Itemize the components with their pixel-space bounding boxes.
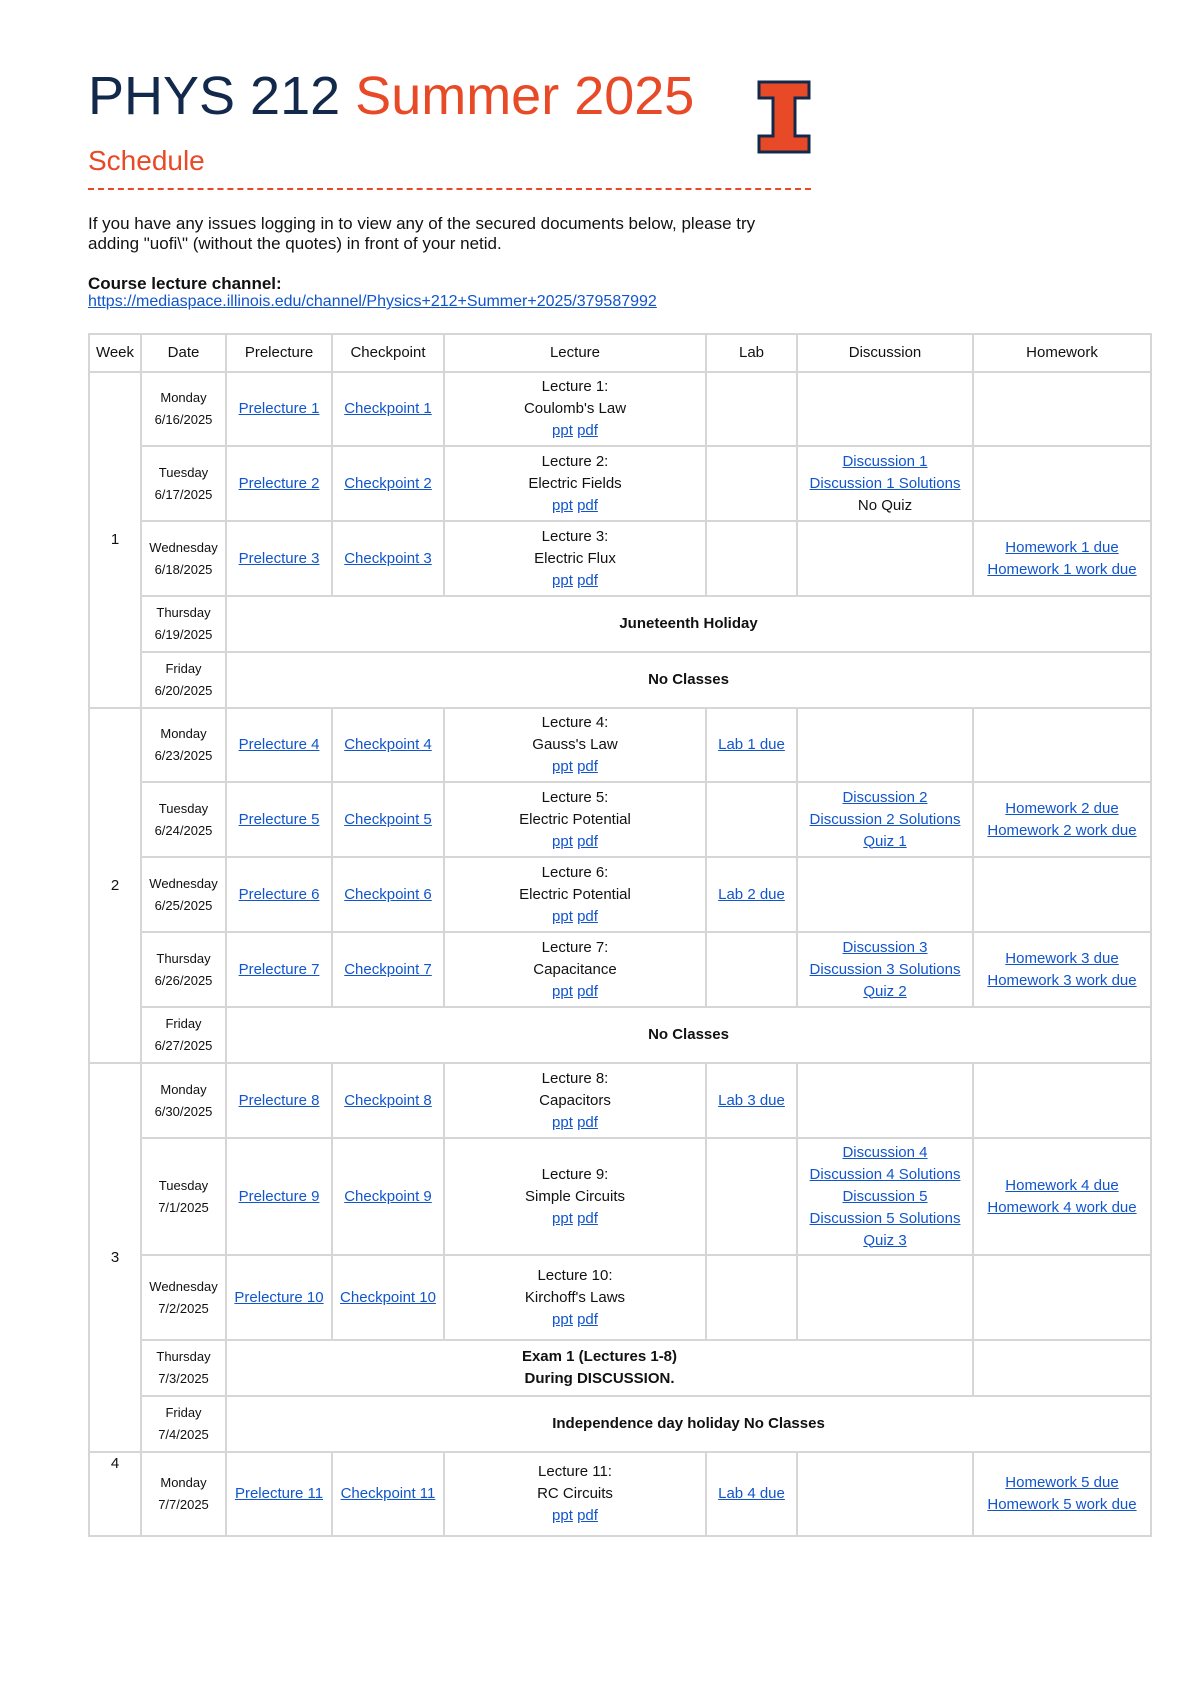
lecture-pdf-link[interactable]: pdf <box>577 832 598 850</box>
lecture-topic: Electric Potential <box>519 810 631 828</box>
day-name: Friday <box>165 661 202 676</box>
week-number: 4 <box>110 1455 120 1472</box>
lecture-topic: Capacitors <box>539 1091 611 1109</box>
date-cell <box>141 1396 226 1452</box>
checkpoint-link[interactable]: Checkpoint 8 <box>344 1091 432 1109</box>
lecture-ppt-link[interactable]: ppt <box>552 758 573 775</box>
checkpoint-link[interactable]: Checkpoint 11 <box>340 1485 436 1502</box>
table-row <box>89 1007 1151 1063</box>
day-name: Thursday <box>156 950 211 966</box>
lecture-cell <box>444 708 706 782</box>
homework-link[interactable]: Homework 4 work due <box>987 1198 1137 1216</box>
homework-cell <box>973 1138 1151 1255</box>
day-name: Friday <box>165 1405 202 1420</box>
lab-link[interactable]: Lab 2 due <box>718 885 785 903</box>
week-number: 2 <box>110 876 120 894</box>
homework-link[interactable]: Homework 2 work due <box>987 821 1137 839</box>
date-value: 7/3/2025 <box>158 1371 209 1386</box>
discussion-link[interactable]: Discussion 1 Solutions <box>809 474 961 492</box>
discussion-link[interactable]: Discussion 3 Solutions <box>809 960 961 978</box>
table-row <box>89 932 1151 1007</box>
lecture-topic: Kirchoff's Laws <box>524 1288 626 1306</box>
discussion-cell <box>797 708 973 782</box>
checkpoint-link[interactable]: Checkpoint 9 <box>344 1187 432 1205</box>
date-cell <box>141 1063 226 1138</box>
date-value: 7/2/2025 <box>158 1300 209 1316</box>
discussion-link[interactable]: Discussion 5 Solutions <box>809 1209 961 1227</box>
discussion-link[interactable]: Quiz 1 <box>863 832 907 850</box>
homework-link[interactable]: Homework 1 work due <box>987 560 1137 578</box>
notice-cell <box>226 652 1151 708</box>
discussion-cell <box>797 1255 973 1340</box>
lecture-title: Lecture 2: <box>541 452 609 470</box>
channel-label: Course lecture channel: <box>88 274 282 293</box>
homework-link[interactable]: Homework 3 work due <box>987 971 1137 989</box>
notice-text: Independence day holiday No Classes <box>552 1415 825 1432</box>
homework-cell <box>973 1340 1151 1396</box>
prelecture-cell <box>226 1063 332 1138</box>
column-header: Discussion <box>797 334 973 372</box>
day-name: Wednesday <box>149 875 218 891</box>
date-cell <box>141 782 226 857</box>
login-note: If you have any issues logging in to view any of the secured documents below, please try adding "uofi\" (without the quotes) in front of your netid. <box>88 214 756 253</box>
lecture-cell <box>444 932 706 1007</box>
lecture-ppt-link[interactable]: ppt <box>552 1113 573 1131</box>
homework-link[interactable]: Homework 4 due <box>1005 1176 1119 1194</box>
prelecture-cell <box>226 1138 332 1255</box>
lecture-topic: Electric Fields <box>528 474 622 492</box>
date-cell <box>141 1007 226 1063</box>
homework-link[interactable]: Homework 3 due <box>1005 949 1119 967</box>
discussion-cell <box>797 1063 973 1138</box>
lecture-topic: RC Circuits <box>537 1485 613 1502</box>
checkpoint-cell <box>332 857 444 932</box>
discussion-link[interactable]: Quiz 3 <box>863 1231 907 1249</box>
lab-link[interactable]: Lab 1 due <box>718 736 785 753</box>
week-number: 3 <box>110 1248 120 1266</box>
page-title <box>88 64 694 128</box>
table-row <box>89 782 1151 857</box>
prelecture-link[interactable]: Prelecture 8 <box>238 1091 320 1109</box>
schedule-table <box>88 333 1152 1537</box>
date-value: 6/18/2025 <box>154 561 213 577</box>
prelecture-link[interactable]: Prelecture 4 <box>238 736 320 753</box>
lecture-title: Lecture 8: <box>541 1069 609 1087</box>
checkpoint-link[interactable]: Checkpoint 7 <box>344 960 432 978</box>
date-cell <box>141 857 226 932</box>
lab-cell <box>706 782 797 857</box>
prelecture-cell <box>226 446 332 521</box>
day-name: Friday <box>165 1016 202 1031</box>
day-name: Tuesday <box>158 800 209 816</box>
checkpoint-cell <box>332 372 444 446</box>
checkpoint-cell <box>332 708 444 782</box>
prelecture-link[interactable]: Prelecture 9 <box>238 1187 320 1205</box>
checkpoint-cell <box>332 782 444 857</box>
lecture-ppt-link[interactable]: ppt <box>552 907 573 925</box>
discussion-link[interactable]: Discussion 4 Solutions <box>809 1165 961 1183</box>
week-number: 1 <box>110 531 120 548</box>
day-name: Thursday <box>156 605 211 620</box>
lecture-cell <box>444 1255 706 1340</box>
lab-cell <box>706 857 797 932</box>
notice-text: No Classes <box>648 671 729 688</box>
date-value: 6/27/2025 <box>154 1038 213 1053</box>
lecture-ppt-link[interactable]: ppt <box>552 1209 573 1227</box>
lecture-pdf-link[interactable]: pdf <box>577 571 598 589</box>
discussion-cell <box>797 446 973 521</box>
date-value: 6/23/2025 <box>154 748 213 763</box>
column-header: Lab <box>706 334 797 372</box>
exam-text: Exam 1 (Lectures 1-8) <box>521 1348 678 1365</box>
homework-cell <box>973 1255 1151 1340</box>
table-row <box>89 521 1151 596</box>
lecture-pdf-link[interactable]: pdf <box>577 1310 598 1328</box>
divider <box>88 188 811 190</box>
week-cell <box>89 1452 141 1536</box>
lab-cell <box>706 932 797 1007</box>
week-cell <box>89 1063 141 1452</box>
lab-link[interactable]: Lab 4 due <box>718 1485 785 1502</box>
lecture-topic: Electric Potential <box>519 885 631 903</box>
prelecture-cell <box>226 372 332 446</box>
checkpoint-link[interactable]: Checkpoint 5 <box>344 810 432 828</box>
lab-cell <box>706 372 797 446</box>
lecture-pdf-link[interactable]: pdf <box>577 758 598 775</box>
discussion-cell <box>797 521 973 596</box>
table-row <box>89 372 1151 446</box>
date-value: 6/20/2025 <box>154 683 213 698</box>
table-row <box>89 1138 1151 1255</box>
homework-link[interactable]: Homework 5 due <box>1005 1474 1119 1491</box>
homework-link[interactable]: Homework 1 due <box>1005 538 1119 556</box>
lecture-ppt-link[interactable]: ppt <box>552 832 573 850</box>
prelecture-link[interactable]: Prelecture 11 <box>234 1485 324 1502</box>
discussion-cell <box>797 372 973 446</box>
lecture-topic: Electric Flux <box>534 549 616 567</box>
discussion-cell <box>797 932 973 1007</box>
discussion-link[interactable]: Quiz 2 <box>863 982 907 1000</box>
day-name: Wednesday <box>149 539 218 555</box>
date-cell <box>141 446 226 521</box>
course-term: Summer 2025 <box>355 66 695 126</box>
notice-cell <box>226 596 1151 652</box>
table-header-row <box>89 334 1151 372</box>
day-name: Thursday <box>156 1349 211 1364</box>
notice-cell <box>226 1396 1151 1452</box>
discussion-link[interactable]: Discussion 5 <box>842 1187 928 1205</box>
checkpoint-link[interactable]: Checkpoint 4 <box>344 736 432 753</box>
lab-cell <box>706 708 797 782</box>
discussion-cell <box>797 782 973 857</box>
date-cell <box>141 932 226 1007</box>
lecture-ppt-link[interactable]: ppt <box>552 571 573 589</box>
date-cell <box>141 1255 226 1340</box>
column-header: Date <box>141 334 226 372</box>
notice-text: No Classes <box>648 1026 729 1043</box>
table-row <box>89 652 1151 708</box>
column-header: Checkpoint <box>332 334 444 372</box>
lecture-cell <box>444 1138 706 1255</box>
prelecture-link[interactable]: Prelecture 10 <box>234 1288 324 1306</box>
discussion-link[interactable]: Discussion 3 <box>842 938 928 956</box>
homework-cell <box>973 446 1151 521</box>
date-value: 6/19/2025 <box>154 627 213 642</box>
day-name: Tuesday <box>158 1177 209 1193</box>
table-row <box>89 708 1151 782</box>
homework-cell <box>973 521 1151 596</box>
discussion-link[interactable]: Discussion 2 <box>842 788 928 806</box>
table-row <box>89 1452 1151 1536</box>
day-name: Monday <box>160 1475 207 1490</box>
lab-cell <box>706 521 797 596</box>
homework-cell <box>973 708 1151 782</box>
lab-cell <box>706 446 797 521</box>
lecture-pdf-link[interactable]: pdf <box>577 422 598 439</box>
date-value: 6/17/2025 <box>154 486 213 502</box>
homework-link[interactable]: Homework 5 work due <box>987 1496 1137 1513</box>
checkpoint-cell <box>332 1138 444 1255</box>
lecture-topic: Coulomb's Law <box>523 400 627 417</box>
table-row <box>89 596 1151 652</box>
homework-cell <box>973 1452 1151 1536</box>
checkpoint-link[interactable]: Checkpoint 6 <box>344 885 432 903</box>
checkpoint-link[interactable]: Checkpoint 1 <box>344 400 432 417</box>
lecture-topic: Simple Circuits <box>524 1187 626 1205</box>
date-cell <box>141 1138 226 1255</box>
column-header: Lecture <box>444 334 706 372</box>
table-row <box>89 1255 1151 1340</box>
prelecture-cell <box>226 521 332 596</box>
checkpoint-cell <box>332 932 444 1007</box>
prelecture-cell <box>226 932 332 1007</box>
date-value: 6/25/2025 <box>154 897 213 913</box>
discussion-link[interactable]: Discussion 1 <box>842 452 928 470</box>
discussion-cell <box>797 1452 973 1536</box>
day-name: Wednesday <box>149 1278 218 1294</box>
lecture-topic: Capacitance <box>533 960 617 978</box>
day-name: Monday <box>160 390 207 405</box>
lab-cell <box>706 1452 797 1536</box>
table-row <box>89 857 1151 932</box>
homework-link[interactable]: Homework 2 due <box>1005 799 1119 817</box>
date-value: 7/7/2025 <box>158 1497 209 1512</box>
prelecture-link[interactable]: Prelecture 6 <box>238 885 320 903</box>
discussion-cell <box>797 857 973 932</box>
table-row <box>89 1396 1151 1452</box>
date-cell <box>141 652 226 708</box>
homework-cell <box>973 857 1151 932</box>
date-cell <box>141 1452 226 1536</box>
date-value: 6/30/2025 <box>154 1103 213 1119</box>
table-row <box>89 446 1151 521</box>
lecture-ppt-link[interactable]: ppt <box>552 982 573 1000</box>
prelecture-cell <box>226 782 332 857</box>
lecture-title: Lecture 3: <box>541 527 609 545</box>
lecture-pdf-link[interactable]: pdf <box>577 1113 598 1131</box>
lab-cell <box>706 1063 797 1138</box>
prelecture-link[interactable]: Prelecture 7 <box>238 960 320 978</box>
prelecture-link[interactable]: Prelecture 5 <box>238 810 320 828</box>
prelecture-link[interactable]: Prelecture 3 <box>238 549 320 567</box>
lecture-pdf-link[interactable]: pdf <box>577 907 598 925</box>
lecture-pdf-link[interactable]: pdf <box>577 1507 598 1524</box>
column-header: Homework <box>973 334 1151 372</box>
lecture-title: Lecture 4: <box>541 714 609 731</box>
lecture-ppt-link[interactable]: ppt <box>552 1507 573 1524</box>
exam-cell <box>226 1340 973 1396</box>
prelecture-link[interactable]: Prelecture 2 <box>238 474 320 492</box>
table-row <box>89 1340 1151 1396</box>
date-cell <box>141 521 226 596</box>
lecture-title: Lecture 11: <box>538 1463 612 1480</box>
checkpoint-cell <box>332 1255 444 1340</box>
block-i-logo <box>757 80 811 154</box>
lecture-topic: Gauss's Law <box>532 736 618 753</box>
week-cell <box>89 372 141 708</box>
checkpoint-link[interactable]: Checkpoint 10 <box>340 1288 436 1306</box>
checkpoint-link[interactable]: Checkpoint 2 <box>344 474 432 492</box>
lecture-pdf-link[interactable]: pdf <box>577 982 598 1000</box>
discussion-link[interactable]: Discussion 2 Solutions <box>809 810 961 828</box>
homework-cell <box>973 372 1151 446</box>
day-name: Monday <box>160 726 207 741</box>
date-value: 6/16/2025 <box>154 412 213 427</box>
date-value: 7/4/2025 <box>158 1427 209 1442</box>
lecture-title: Lecture 10: <box>537 1266 613 1284</box>
lecture-cell <box>444 782 706 857</box>
prelecture-link[interactable]: Prelecture 1 <box>238 400 320 417</box>
lab-cell <box>706 1255 797 1340</box>
lecture-cell <box>444 521 706 596</box>
checkpoint-link[interactable]: Checkpoint 3 <box>344 549 432 567</box>
date-value: 6/26/2025 <box>154 972 213 988</box>
prelecture-cell <box>226 1452 332 1536</box>
notice-cell <box>226 1007 1151 1063</box>
week-cell <box>89 708 141 1063</box>
lecture-title: Lecture 1: <box>541 378 609 395</box>
page-subtitle: Schedule <box>88 145 205 176</box>
lecture-title: Lecture 7: <box>541 938 609 956</box>
lecture-ppt-link[interactable]: ppt <box>552 1310 573 1328</box>
lecture-channel-link[interactable]: https://mediaspace.illinois.edu/channel/Physics+212+Summer+2025/379587992 <box>88 293 657 310</box>
checkpoint-cell <box>332 1063 444 1138</box>
exam-text: During DISCUSSION. <box>524 1370 675 1387</box>
lecture-ppt-link[interactable]: ppt <box>552 496 573 514</box>
date-cell <box>141 1340 226 1396</box>
prelecture-cell <box>226 708 332 782</box>
lab-cell <box>706 1138 797 1255</box>
prelecture-cell <box>226 857 332 932</box>
homework-cell <box>973 1063 1151 1138</box>
table-row <box>89 1063 1151 1138</box>
discussion-note: No Quiz <box>857 496 913 514</box>
date-cell <box>141 372 226 446</box>
date-cell <box>141 596 226 652</box>
discussion-link[interactable]: Discussion 4 <box>842 1143 928 1161</box>
lecture-title: Lecture 9: <box>541 1165 609 1183</box>
notice-text: Juneteenth Holiday <box>619 615 758 632</box>
day-name: Monday <box>160 1081 207 1097</box>
prelecture-cell <box>226 1255 332 1340</box>
lecture-cell <box>444 446 706 521</box>
column-header: Prelecture <box>226 334 332 372</box>
lecture-cell <box>444 1063 706 1138</box>
homework-cell <box>973 782 1151 857</box>
checkpoint-cell <box>332 1452 444 1536</box>
column-header: Week <box>89 334 141 372</box>
homework-cell <box>973 932 1151 1007</box>
day-name: Tuesday <box>158 464 209 480</box>
date-value: 6/24/2025 <box>154 822 213 838</box>
checkpoint-cell <box>332 521 444 596</box>
discussion-cell <box>797 1138 973 1255</box>
lab-link[interactable]: Lab 3 due <box>718 1091 785 1109</box>
lecture-pdf-link[interactable]: pdf <box>577 496 598 514</box>
lecture-title: Lecture 5: <box>541 788 609 806</box>
lecture-ppt-link[interactable]: ppt <box>552 422 573 439</box>
checkpoint-cell <box>332 446 444 521</box>
lecture-title: Lecture 6: <box>541 863 609 881</box>
date-value: 7/1/2025 <box>158 1199 209 1215</box>
course-code: PHYS 212 <box>88 66 341 126</box>
lecture-cell <box>444 857 706 932</box>
lecture-pdf-link[interactable]: pdf <box>577 1209 598 1227</box>
date-cell <box>141 708 226 782</box>
lecture-cell <box>444 372 706 446</box>
lecture-cell <box>444 1452 706 1536</box>
